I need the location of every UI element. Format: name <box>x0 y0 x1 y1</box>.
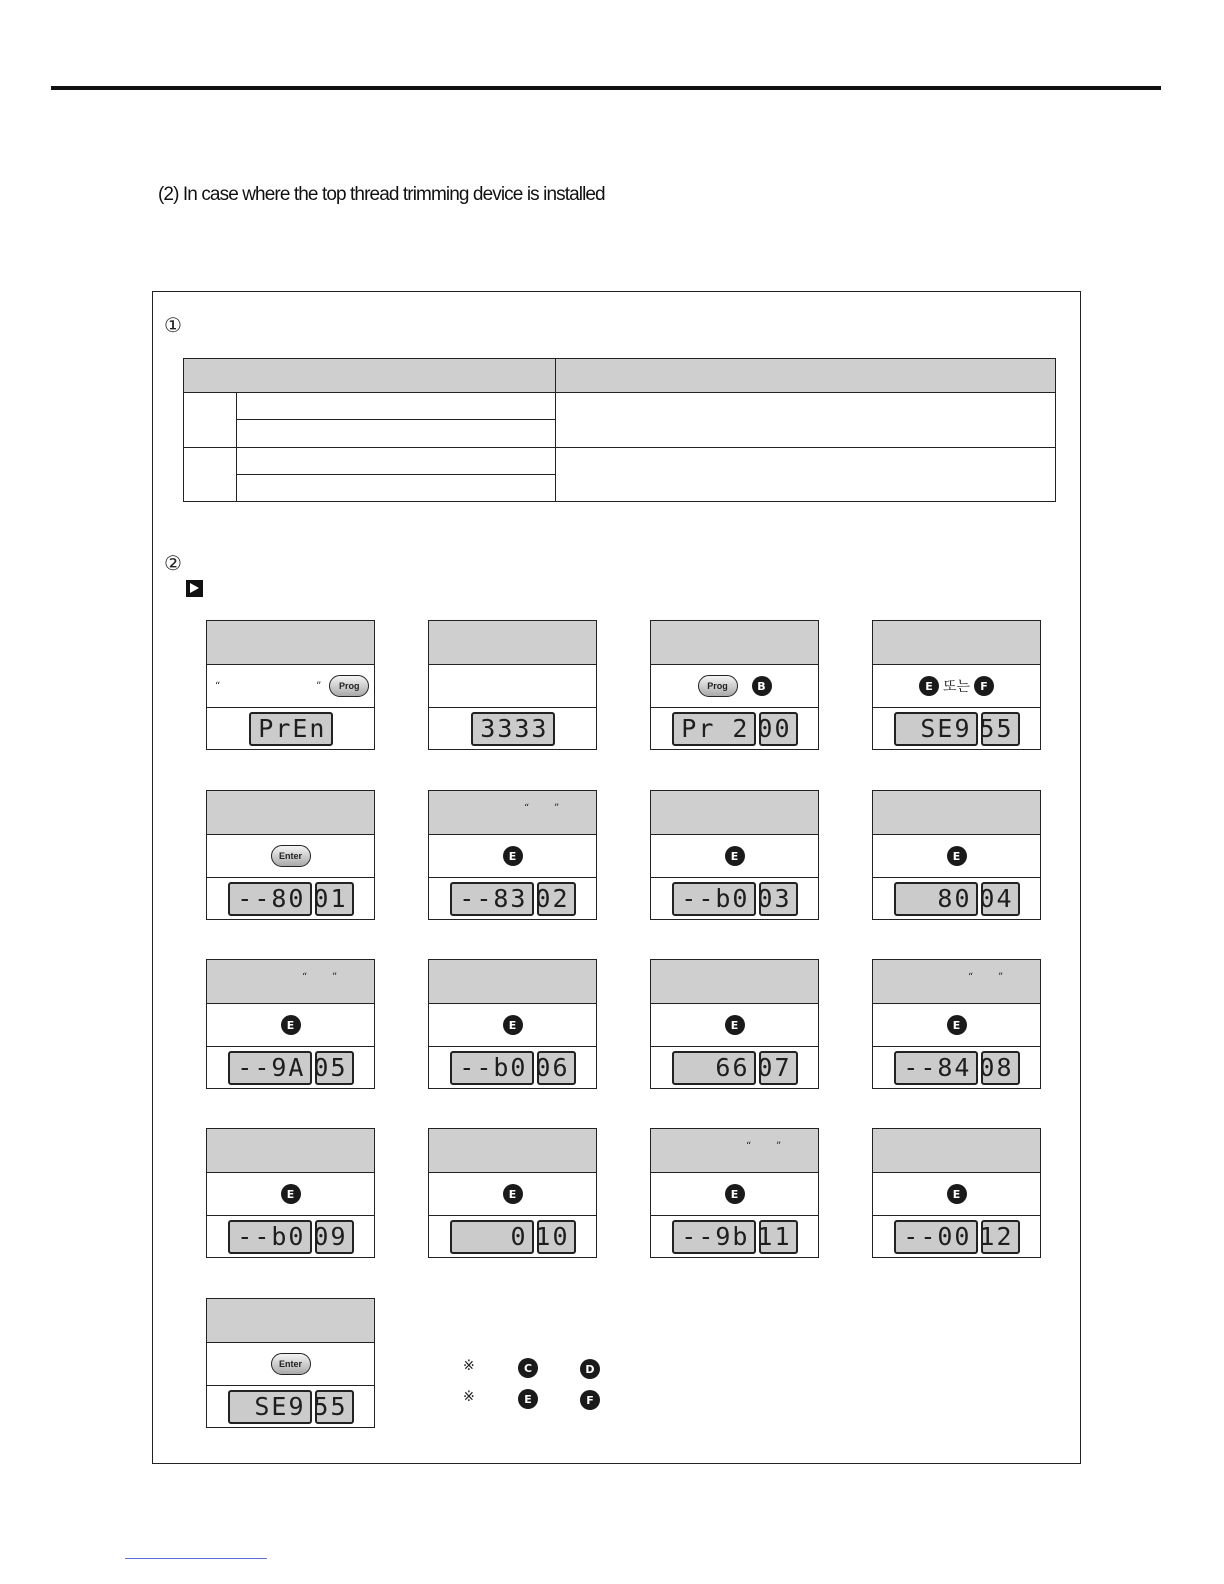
open-quote: “ <box>746 1141 752 1152</box>
close-quote: ” <box>554 803 560 814</box>
step-panel <box>872 959 1041 1089</box>
panel-caption <box>429 791 596 835</box>
arrow-right-icon <box>186 580 203 597</box>
panel-action <box>429 665 596 708</box>
circle-e-button-icon[interactable]: E <box>503 1184 523 1204</box>
panel-action <box>651 835 818 878</box>
panel-caption <box>207 791 374 835</box>
step-panel <box>872 1128 1041 1258</box>
lcd-display-index: 04 <box>981 882 1020 916</box>
circle-e-button-icon[interactable]: E <box>281 1184 301 1204</box>
enter-button[interactable]: Enter <box>271 845 311 867</box>
lcd-display-value: --b0 <box>228 1220 312 1254</box>
lcd-display-index: 01 <box>315 882 354 916</box>
panel-caption <box>429 621 596 665</box>
panel-action <box>207 665 374 708</box>
step-panel <box>872 790 1041 920</box>
lcd-display-value: --84 <box>894 1051 978 1085</box>
circle-f-button-icon[interactable]: F <box>974 676 994 696</box>
panel-action <box>429 835 596 878</box>
step-panel <box>650 959 819 1089</box>
circle-b-button-icon[interactable]: B <box>752 676 772 696</box>
lcd-display-index: 02 <box>537 882 576 916</box>
table-divider <box>236 419 556 420</box>
panel-caption <box>651 1129 818 1173</box>
lcd-display-value: Pr 2 <box>672 712 756 746</box>
footer-link-underline <box>125 1558 267 1559</box>
panel-action <box>651 1004 818 1047</box>
step-panel <box>872 620 1041 750</box>
panel-action <box>207 1343 374 1386</box>
panel-display <box>429 878 596 919</box>
circle-e-button-icon[interactable]: E <box>725 1015 745 1035</box>
panel-action <box>207 835 374 878</box>
lcd-display-index: 55 <box>981 712 1020 746</box>
panel-display <box>207 878 374 919</box>
enter-button[interactable]: Enter <box>271 1353 311 1375</box>
panel-action <box>873 665 1040 708</box>
panel-caption <box>873 1129 1040 1173</box>
panel-caption <box>873 791 1040 835</box>
prog-button[interactable]: Prog <box>329 675 369 697</box>
lcd-display-index: 55 <box>315 1390 354 1424</box>
lcd-display: PrEn <box>249 712 333 746</box>
circle-d-button-icon[interactable]: D <box>580 1359 600 1379</box>
circle-e-button-icon[interactable]: E <box>518 1389 538 1409</box>
table-divider <box>236 474 556 475</box>
panel-display <box>873 708 1040 749</box>
step-2-marker: ② <box>164 551 182 575</box>
open-quote: “ <box>302 972 308 983</box>
circle-e-button-icon[interactable]: E <box>725 1184 745 1204</box>
table-divider <box>184 392 1055 393</box>
table-header-left <box>184 359 555 392</box>
lcd-display-index: 08 <box>981 1051 1020 1085</box>
panel-action <box>651 665 818 708</box>
panel-action <box>651 1173 818 1216</box>
open-quote: “ <box>524 803 530 814</box>
panel-caption <box>207 1129 374 1173</box>
lcd-display-value: --00 <box>894 1220 978 1254</box>
circle-f-button-icon[interactable]: F <box>580 1390 600 1410</box>
panel-display <box>873 878 1040 919</box>
lcd-display-index: 05 <box>315 1051 354 1085</box>
lcd-display-value: --9A <box>228 1051 312 1085</box>
panel-display <box>651 878 818 919</box>
step-panel <box>650 790 819 920</box>
lcd-display-value: --83 <box>450 882 534 916</box>
circle-c-button-icon[interactable]: C <box>518 1358 538 1378</box>
step-panel <box>206 1128 375 1258</box>
note-mark: ※ <box>463 1389 475 1405</box>
panel-caption <box>207 960 374 1004</box>
top-rule <box>51 86 1161 90</box>
table-divider <box>184 447 1055 448</box>
table-header-right <box>556 359 1055 392</box>
panel-display <box>429 1216 596 1257</box>
circle-e-button-icon[interactable]: E <box>281 1015 301 1035</box>
panel-caption <box>873 960 1040 1004</box>
panel-display <box>651 1047 818 1088</box>
panel-display <box>429 1047 596 1088</box>
panel-action <box>207 1004 374 1047</box>
step-panel <box>206 620 375 750</box>
lcd-display-value: --9b <box>672 1220 756 1254</box>
lcd-display-value: 0 <box>450 1220 534 1254</box>
circle-e-button-icon[interactable]: E <box>919 676 939 696</box>
panel-display <box>207 1047 374 1088</box>
lcd-display-index: 09 <box>315 1220 354 1254</box>
lcd-display-value: 66 <box>672 1051 756 1085</box>
step-panel <box>428 620 597 750</box>
panel-action <box>873 1004 1040 1047</box>
panel-display <box>207 1386 374 1427</box>
panel-action <box>429 1173 596 1216</box>
circle-e-button-icon[interactable]: E <box>947 846 967 866</box>
panel-display <box>207 1216 374 1257</box>
step-panel <box>650 1128 819 1258</box>
panel-display <box>873 1047 1040 1088</box>
open-quote: “ <box>968 972 974 983</box>
panel-display <box>651 1216 818 1257</box>
step-1-marker: ① <box>164 313 182 337</box>
close-quote: ” <box>998 972 1004 983</box>
panel-caption <box>651 621 818 665</box>
lcd-display-value: --b0 <box>672 882 756 916</box>
step-panel <box>428 959 597 1089</box>
panel-caption <box>207 1299 374 1343</box>
step-panel <box>206 790 375 920</box>
lcd-display-index: 00 <box>759 712 798 746</box>
or-label: 또는 <box>942 679 971 695</box>
close-quote: ” <box>776 1141 782 1152</box>
lcd-display-index: 10 <box>537 1220 576 1254</box>
note-mark: ※ <box>463 1358 475 1374</box>
panel-action <box>207 1173 374 1216</box>
step-panel <box>428 790 597 920</box>
prog-button[interactable]: Prog <box>698 675 738 697</box>
open-quote: “ <box>215 680 221 692</box>
lcd-display-value: SE9 <box>228 1390 312 1424</box>
circle-e-button-icon[interactable]: E <box>725 846 745 866</box>
circle-e-button-icon[interactable]: E <box>947 1015 967 1035</box>
circle-e-button-icon[interactable]: E <box>503 1015 523 1035</box>
lcd-display-value: SE9 <box>894 712 978 746</box>
step-panel <box>428 1128 597 1258</box>
lcd-display-index: 06 <box>537 1051 576 1085</box>
step-panel <box>650 620 819 750</box>
panel-caption <box>429 960 596 1004</box>
panel-display <box>873 1216 1040 1257</box>
circle-e-button-icon[interactable]: E <box>947 1184 967 1204</box>
lcd-display-index: 03 <box>759 882 798 916</box>
close-quote: ” <box>316 680 322 692</box>
panel-action <box>873 1173 1040 1216</box>
panel-display <box>429 708 596 749</box>
table-divider <box>555 359 556 501</box>
panel-display <box>651 708 818 749</box>
step-panel <box>206 959 375 1089</box>
lcd-display-value: 80 <box>894 882 978 916</box>
close-quote: ” <box>332 972 338 983</box>
section-heading: (2) In case where the top thread trimming device is installed <box>158 184 605 205</box>
panel-caption <box>873 621 1040 665</box>
panel-action <box>429 1004 596 1047</box>
lcd-display-value: --80 <box>228 882 312 916</box>
panel-caption <box>207 621 374 665</box>
panel-display <box>207 708 374 749</box>
settings-table <box>183 358 1056 502</box>
lcd-display-value: --b0 <box>450 1051 534 1085</box>
circle-e-button-icon[interactable]: E <box>503 846 523 866</box>
lcd-display-index: 07 <box>759 1051 798 1085</box>
lcd-display-index: 12 <box>981 1220 1020 1254</box>
lcd-display-index: 11 <box>759 1220 798 1254</box>
panel-caption <box>429 1129 596 1173</box>
panel-action <box>873 835 1040 878</box>
step-panel <box>206 1298 375 1428</box>
panel-caption <box>651 960 818 1004</box>
lcd-display: 3333 <box>471 712 555 746</box>
panel-caption <box>651 791 818 835</box>
